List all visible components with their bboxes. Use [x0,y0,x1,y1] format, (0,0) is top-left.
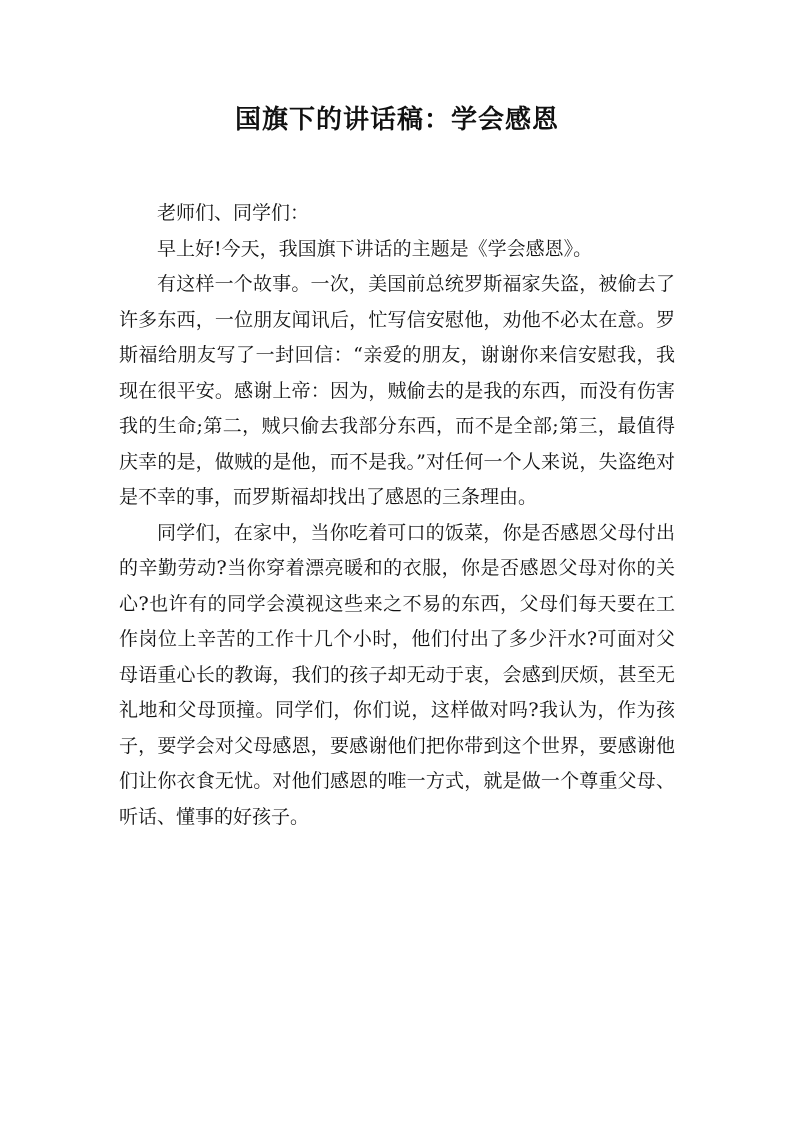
paragraph-story: 有这样一个故事。一次，美国前总统罗斯福家失盗，被偷去了许多东西，一位朋友闻讯后，忙写信安慰他，劝他不必太在意。罗斯福给朋友写了一封回信：“亲爱的朋友，谢谢你来信安慰我，我现在很平安。感谢上帝：因为，贼偷去的是我的东西，而没有伤害我的生命;第二，贼只偷去我部分东西，而不是全部;第三，最值得庆幸的是，做贼的是他，而不是我。”对任何一个人来说，失盗绝对是不幸的事，而罗斯福却找出了感恩的三条理由。 [119,273,675,508]
document-body [119,196,675,835]
document-title: 国旗下的讲话稿：学会感恩 [234,105,559,135]
paragraph-parents: 同学们，在家中，当你吃着可口的饭菜，你是否感恩父母付出的辛勤劳动?当你穿着漂亮暖和的衣服，你是否感恩父母对你的关心?也许有的同学会漠视这些来之不易的东西，父母们每天要在工作岗位上辛苦的工作十几个小时，他们付出了多少汗水?可面对父母语重心长的教诲，我们的孩子却无动于衷，会感到厌烦，甚至无礼地和父母顶撞。同学们，你们说，这样做对吗?我认为，作为孩子，要学会对父母感恩，要感谢他们把你带到这个世界，要感谢他们让你衣食无忧。对他们感恩的唯一方式，就是做一个尊重父母、听话、懂事的好孩子。 [119,521,675,828]
paragraph-salutation: 老师们、同学们： [157,202,310,224]
paragraph-greeting: 早上好!今天，我国旗下讲话的主题是《学会感恩》。 [157,237,593,260]
